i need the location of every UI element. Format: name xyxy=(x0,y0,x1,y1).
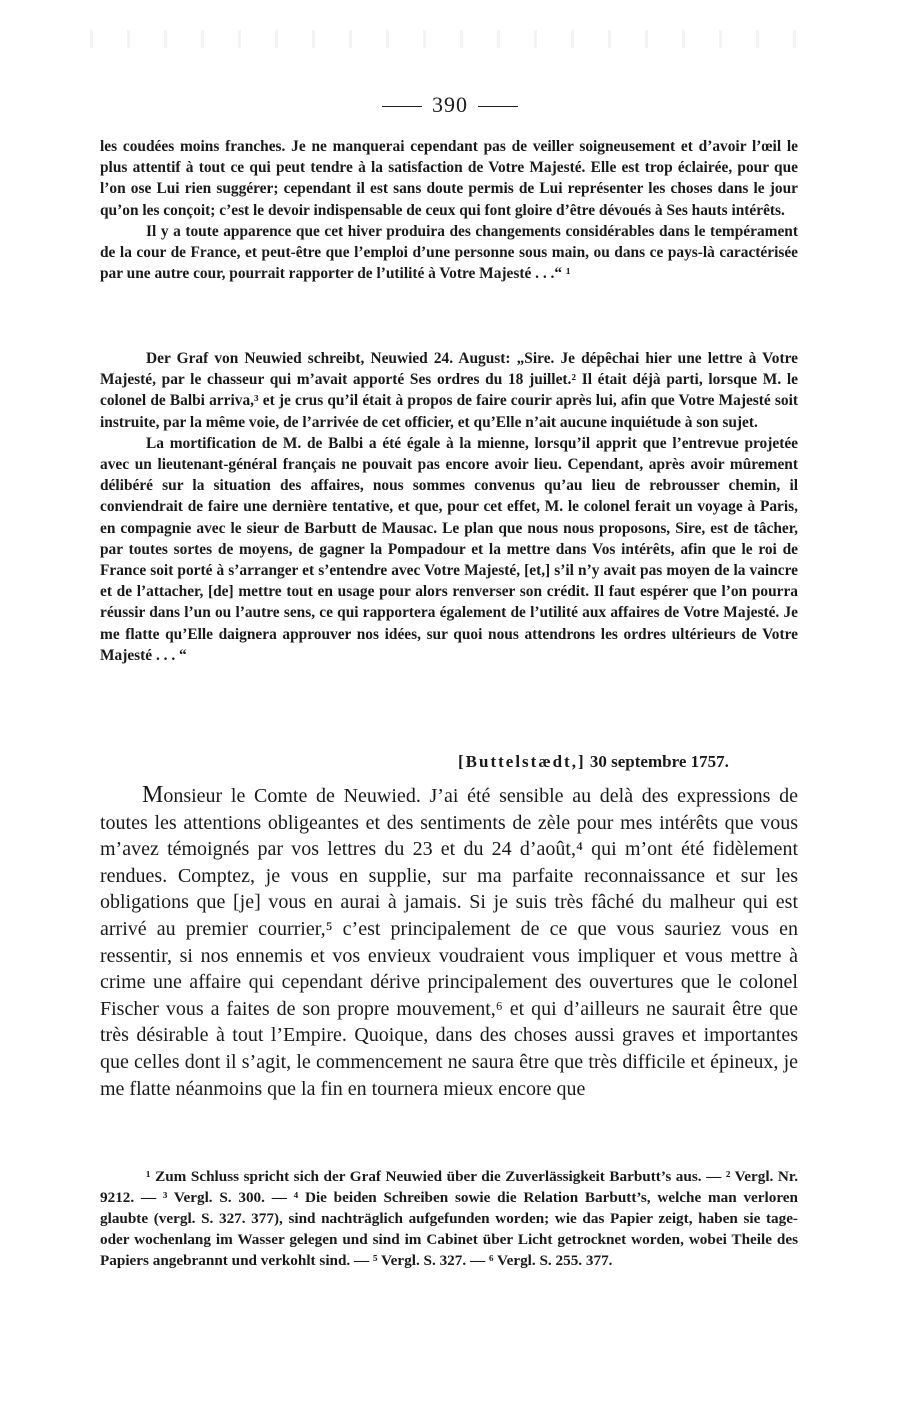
continuation-paragraph-1: les coudées moins franches. Je ne manquerai cependant pas de veiller soigneusement et d’avoir l’œil le plus attentif à tout ce qui peut tendre à la satisfaction de Votre Majesté. Elle est trop éclairée, pour que l’on ose Lui rien suggérer; cependant il est sans doute permis de Lui représenter les choses dans le jour qu’on les conçoit; c’est le devoir indispensable de ceux qui font gloire d’être dévoués à Ses hauts intérêts. xyxy=(100,138,798,219)
neuwied-report xyxy=(100,348,798,666)
report-paragraph-1: Der Graf von Neuwied schreibt, Neuwied 24. August: „Sire. Je dépêchai hier une lettre à Votre Majesté, par le chasseur qui m’avait apporté Ses ordres du 18 juillet.² Il était déjà parti, lorsque M. le colonel de Balbi arriva,³ et je crus qu’il était à propos de faire courir après lui, afin que Votre Majesté soit instruite, par la même voie, de l’arrivée de cet officier, et qu’Elle n’ait aucune inquiétude à son sujet. xyxy=(100,350,798,431)
scan-artifact-strip xyxy=(90,30,810,48)
letter-dateline xyxy=(458,752,729,772)
report-paragraph-2: La mortification de M. de Balbi a été égale à la mienne, lorsqu’il apprit que l’entrevue projetée avec un lieutenant-général français ne pouvait pas encore avoir lieu. Cependant, après avoir mûrement délibéré sur la situation des affaires, nous sommes convenus qu’au lieu de rebrousser chemin, il conviendrait de faire une dernière tentative, et que, pour cet effet, M. le colonel ferait un voyage à Paris, en compagnie avec le sieur de Barbutt de Mausac. Le plan que nous nous proposons, Sire, est de tâcher, par toutes sortes de moyens, de gagner la Pompadour et la mettre dans Vos intérêts, afin que le roi de France soit porté à s’arranger et s’entendre avec Votre Majesté, [et,] s’il n’y avait pas moyen de la vaincre et de l’attacher, [de] mettre tout en usage pour alors renverser son crédit. Il faut espérer que l’on pourra réussir dans l’un ou l’autre sens, ce qui rapportera également de l’utilité aux affaires de Votre Majesté. Je me flatte qu’Elle daignera approuver nos idées, sur quoi nous attendrons les ordres ultérieurs de Votre Majesté . . . “ xyxy=(100,434,798,664)
header-rule-left xyxy=(382,106,422,107)
page-number: 390 xyxy=(432,92,468,117)
footnote-text: ¹ Zum Schluss spricht sich der Graf Neuwied über die Zuverlässigkeit Barbutt’s aus. — ² Vergl. Nr. 9212. — ³ Vergl. S. 300. — ⁴ Die beiden Schreiben sowie die Relation Barbutt’s, welche man verloren glaubte (vergl. S. 327. 377), sind nachträglich aufgefunden worden; wie das Papier zeigt, haben sie tage- oder wochenlang im Wasser gelegen und sind im Cabinet über Licht getrocknet worden, wobei Theile des Papiers angebrannt und verkohlt sind. — ⁵ Vergl. S. 327. — ⁶ Vergl. S. 255. 377. xyxy=(100,1168,798,1269)
footnotes xyxy=(100,1166,798,1271)
letter-continuation xyxy=(100,136,798,284)
letter-paragraph: Monsieur le Comte de Neuwied. J’ai été sensible au delà des expressions de toutes les attentions obligeantes et des sentiments de zèle pour mes intérêts que vous m’avez témoignés par vos lettres du 23 et du 24 d’août,⁴ qui m’ont été fidèlement rendues. Comptez, je vous en supplie, sur ma parfaite reconnaissance et sur les obligations que [je] vous en aurai à jamais. Si je suis très fâché du malheur qui est arrivé au premier courrier,⁵ c’est principalement de ce que vous sauriez vous en ressentir, si nos ennemis et vos envieux voudraient vous impliquer et vous mettre à crime une affaire qui cependant dérive principalement des ouvertures que le colonel Fischer vous a faites de son propre mouvement,⁶ et qui d’ailleurs ne saurait être que très désirable à tout l’Empire. Quoique, dans des choses aussi graves et importantes que celles dont il s’agit, le commencement ne saura être que très difficile et épineux, je me flatte néanmoins que la fin en tournera mieux encore que xyxy=(100,782,798,1100)
letter-body xyxy=(100,782,798,1102)
page-header xyxy=(0,92,900,118)
header-rule-right xyxy=(478,106,518,107)
continuation-paragraph-2: Il y a toute apparence que cet hiver produira des changements considérables dans le tempérament de la cour de France, et peut-être que l’emploi d’une personne sous main, ou dans ce pays-là caractérisée par une autre cour, pourrait rapporter de l’utilité à Votre Majesté . . .“ ¹ xyxy=(100,222,798,283)
dateline-date: 30 septembre 1757. xyxy=(589,752,729,771)
dateline-place: [Buttelstædt,] xyxy=(458,752,586,771)
